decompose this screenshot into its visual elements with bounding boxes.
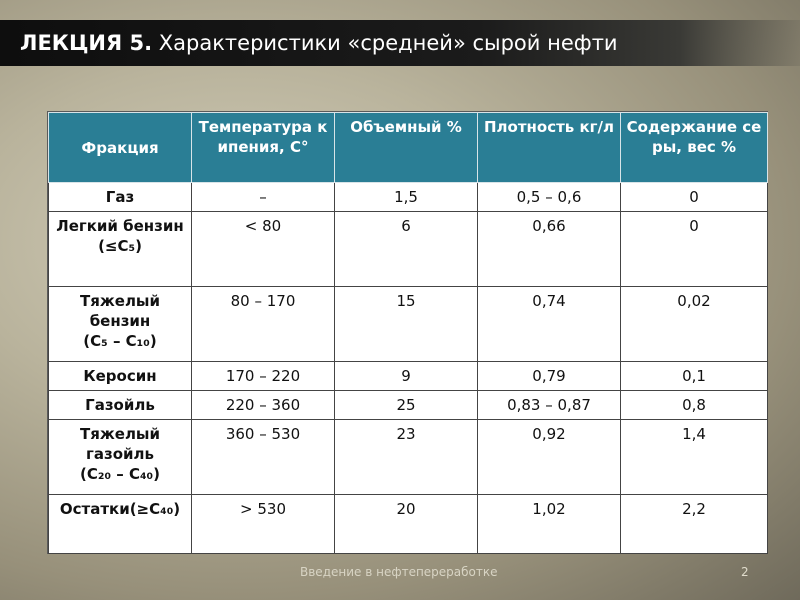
fraction-carbon-range: (≤C₅) (98, 237, 142, 255)
cell-density: 1,02 (478, 495, 621, 554)
cell-volume-percent: 23 (335, 420, 478, 495)
header-boiling-temp: Температура кипения, С° (192, 113, 335, 183)
fraction-name: Тяжелый бензин (79, 292, 161, 330)
cell-boiling-temp: 360 – 530 (192, 420, 335, 495)
cell-fraction (49, 183, 192, 212)
cell-boiling-temp: > 530 (192, 495, 335, 554)
cell-fraction (49, 391, 192, 420)
fraction-name: Керосин (83, 367, 157, 385)
table-row (49, 495, 768, 554)
fraction-name: Легкий бензин (56, 217, 184, 235)
fraction-name: Газ (105, 188, 135, 206)
cell-boiling-temp: – (192, 183, 335, 212)
footer-text: Введение в нефтепереработке (300, 565, 498, 579)
lecture-number: ЛЕКЦИЯ 5. (20, 31, 153, 55)
cell-sulfur-content: 0 (621, 212, 768, 287)
cell-fraction (49, 420, 192, 495)
cell-density: 0,92 (478, 420, 621, 495)
cell-density: 0,79 (478, 362, 621, 391)
cell-fraction (49, 362, 192, 391)
table-row (49, 287, 768, 362)
cell-volume-percent: 25 (335, 391, 478, 420)
cell-fraction (49, 495, 192, 554)
table-row (49, 183, 768, 212)
slide-title (20, 31, 618, 55)
cell-density: 0,74 (478, 287, 621, 362)
cell-volume-percent: 1,5 (335, 183, 478, 212)
table-row (49, 362, 768, 391)
fraction-name: Тяжелый газойль (79, 425, 161, 463)
cell-sulfur-content: 0,1 (621, 362, 768, 391)
table-row (49, 391, 768, 420)
cell-density: 0,83 – 0,87 (478, 391, 621, 420)
cell-volume-percent: 9 (335, 362, 478, 391)
page-number: 2 (741, 565, 749, 579)
cell-sulfur-content: 1,4 (621, 420, 768, 495)
cell-density: 0,5 – 0,6 (478, 183, 621, 212)
title-text: Характеристики «средней» сырой нефти (158, 31, 618, 55)
cell-density: 0,66 (478, 212, 621, 287)
cell-boiling-temp: 80 – 170 (192, 287, 335, 362)
cell-volume-percent: 15 (335, 287, 478, 362)
fraction-carbon-range: (C₂₀ – C₄₀) (80, 465, 160, 483)
cell-sulfur-content: 0,8 (621, 391, 768, 420)
cell-sulfur-content: 0,02 (621, 287, 768, 362)
cell-boiling-temp: 220 – 360 (192, 391, 335, 420)
cell-fraction (49, 212, 192, 287)
fraction-name: Остатки(≥C₄₀) (59, 500, 181, 518)
fraction-carbon-range: (C₅ – C₁₀) (83, 332, 157, 350)
header-fraction: Фракция (49, 113, 192, 183)
cell-boiling-temp: 170 – 220 (192, 362, 335, 391)
cell-volume-percent: 20 (335, 495, 478, 554)
cell-fraction (49, 287, 192, 362)
header-density: Плотность кг/л (478, 113, 621, 183)
header-volume-percent: Объемный % (335, 113, 478, 183)
cell-boiling-temp: < 80 (192, 212, 335, 287)
cell-sulfur-content: 0 (621, 183, 768, 212)
header-sulfur-content: Содержание серы, вес % (621, 113, 768, 183)
table-header-row (49, 113, 768, 183)
cell-sulfur-content: 2,2 (621, 495, 768, 554)
oil-characteristics-table (47, 111, 768, 554)
table-row (49, 420, 768, 495)
cell-volume-percent: 6 (335, 212, 478, 287)
fraction-name: Газойль (85, 396, 155, 414)
table-row (49, 212, 768, 287)
title-bar (0, 20, 800, 66)
